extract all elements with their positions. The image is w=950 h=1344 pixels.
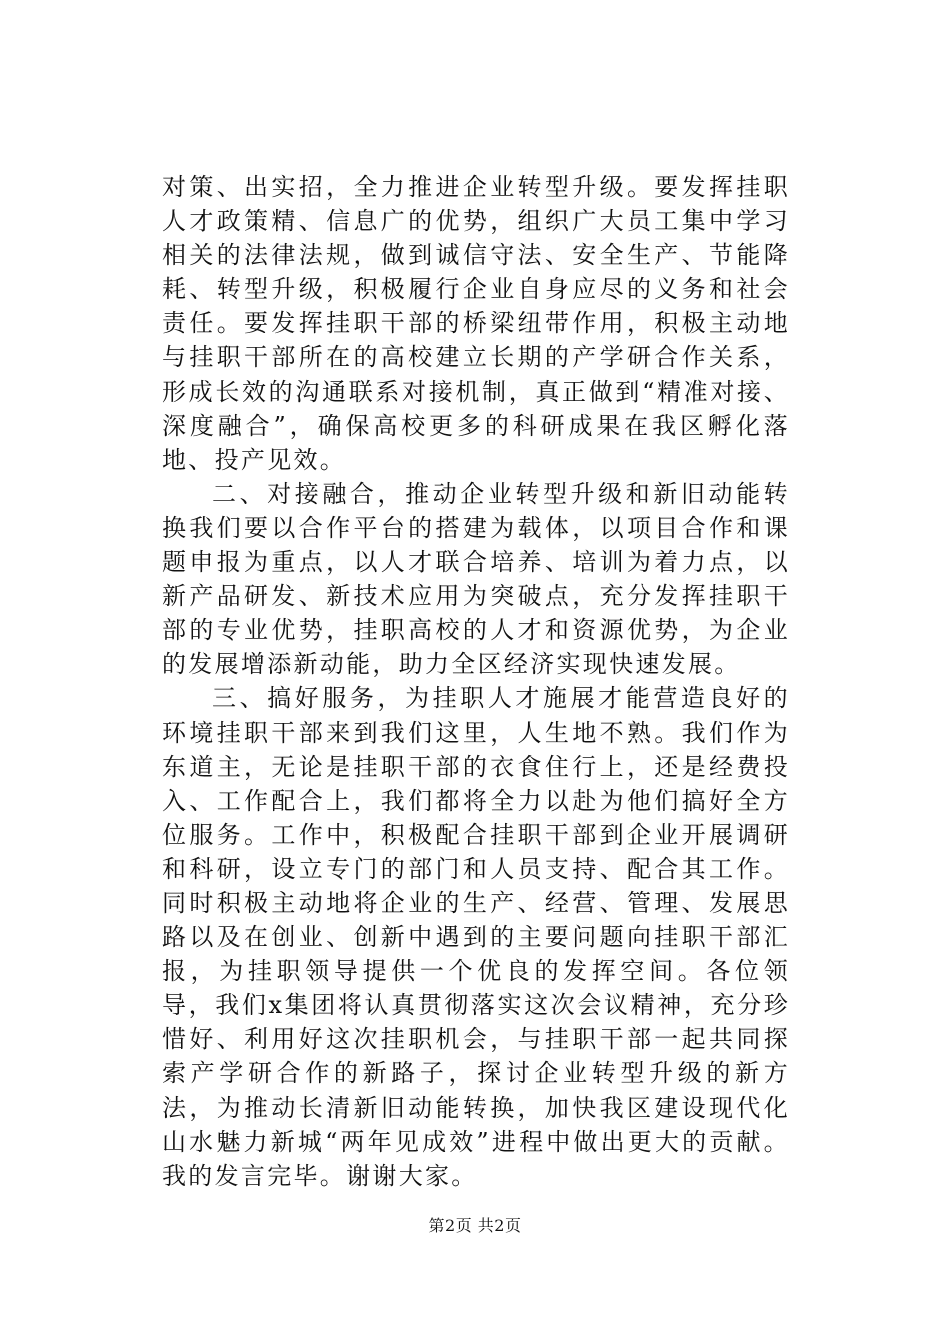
- paragraph-continuation: 对策、出实招，全力推进企业转型升级。要发挥挂职人才政策精、信息广的优势，组织广大员工集中学习相关的法律法规，做到诚信守法、安全生产、节能降耗、转型升级，积极履行企业自身应尽的义务和社会责任。要发挥挂职干部的桥梁纽带作用，积极主动地与挂职干部所在的高校建立长期的产学研合作关系，形成长效的沟通联系对接机制，真正做到“精准对接、深度融合”，确保高校更多的科研成果在我区孵化落地、投产见效。: [162, 173, 790, 474]
- paragraph-section-three: 三、搞好服务，为挂职人才施展才能营造良好的环境挂职干部来到我们这里，人生地不熟。我们作为东道主，无论是挂职干部的衣食住行上，还是经费投入、工作配合上，我们都将全力以赴为他们搞好全方位服务。工作中，积极配合挂职干部到企业开展调研和科研，设立专门的部门和人员支持、配合其工作。同时积极主动地将企业的生产、经营、管理、发展思路以及在创业、创新中遇到的主要问题向挂职干部汇报，为挂职领导提供一个优良的发挥空间。各位领导，我们x集团将认真贯彻落实这次会议精神，充分珍惜好、利用好这次挂职机会，与挂职干部一起共同探索产学研合作的新路子，探讨企业转型升级的新方法，为推动长清新旧动能转换，加快我区建设现代化山水魅力新城“两年见成效”进程中做出更大的贡献。我的发言完毕。谢谢大家。: [162, 684, 790, 1190]
- page-number-footer: 第2页 共2页: [428, 1216, 522, 1235]
- paragraph-section-two: 二、对接融合，推动企业转型升级和新旧动能转换我们要以合作平台的搭建为载体，以项目合作和课题申报为重点，以人才联合培养、培训为着力点，以新产品研发、新技术应用为突破点，充分发挥挂职干部的专业优势，挂职高校的人才和资源优势，为企业的发展增添新动能，助力全区经济实现快速发展。: [162, 479, 790, 679]
- document-body: [162, 170, 790, 1193]
